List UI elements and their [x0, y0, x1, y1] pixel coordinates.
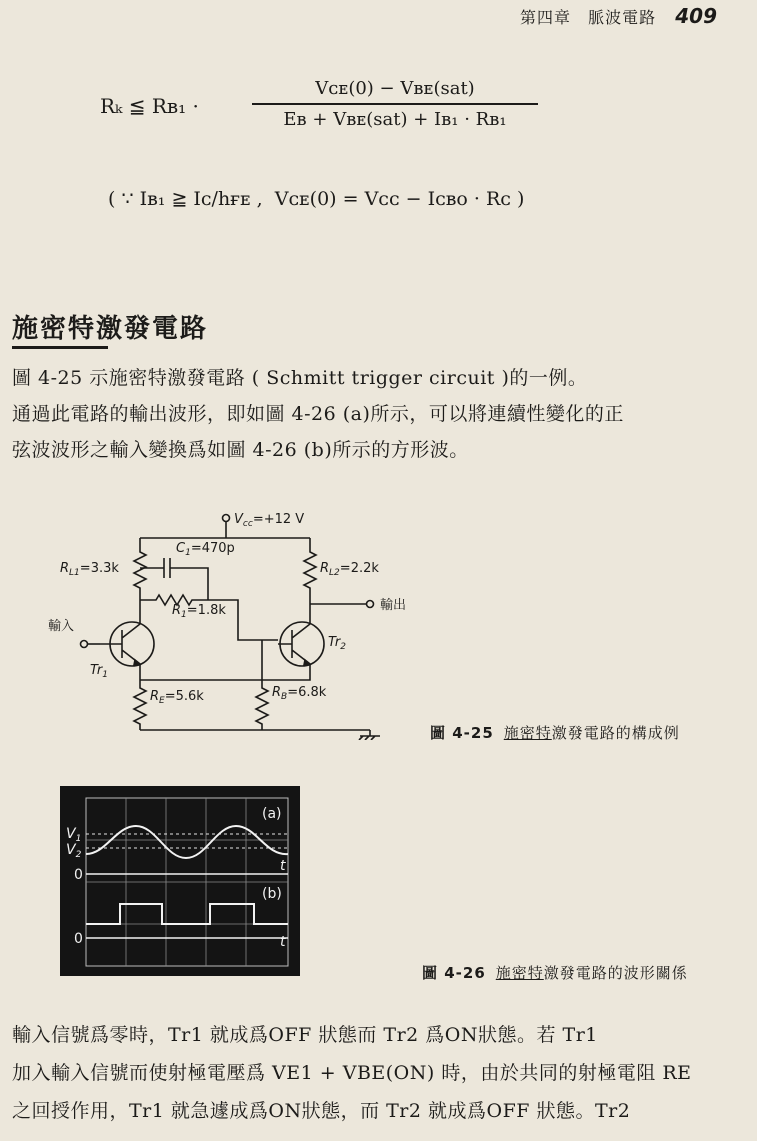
formula-denominator: Eʙ + Vʙᴇ(sat) + Iʙ₁ · Rʙ₁ [283, 109, 507, 130]
vcc-terminal [223, 515, 230, 522]
running-header [520, 4, 717, 28]
rl2-resistor [304, 538, 316, 604]
tr2-emitter-arrow [304, 660, 310, 665]
re-label: $R_E=5.6k$ [150, 689, 204, 706]
formula-lhs: Rₖ ≦ Rʙ₁ · [100, 94, 199, 118]
re-resistor [134, 680, 262, 730]
caption-underlined-text: 施密特 [503, 724, 552, 742]
caption-number: 圖 4-25 [430, 724, 494, 742]
figure-caption-4-25 [430, 722, 680, 743]
c1-capacitor [140, 558, 208, 600]
t-label-a: t [280, 858, 286, 874]
rl2-label: $R_{L2}=2.2k$ [320, 561, 379, 578]
schmitt-trigger-circuit [40, 500, 440, 740]
rl1-label: $R_{L1}=3.3k$ [60, 561, 119, 578]
paragraph-line: 之回授作用，Tr1 就急遽成爲ON狀態，而 Tr2 就成爲OFF 狀態。Tr2 [12, 1100, 631, 1122]
formula-fraction [252, 78, 538, 130]
waveform-photo [60, 786, 300, 976]
caption-underlined-text: 施密特 [495, 964, 544, 982]
output-label: 輸出 [380, 598, 407, 613]
tr2-label: $Tr_2$ [328, 635, 347, 652]
vcc-label: $V_{cc}=+12$ V [234, 512, 305, 529]
paragraph-line: 弦波波形之輸入變換爲如圖 4-26 (b)所示的方形波。 [12, 439, 469, 461]
input-label: 輸入 [48, 619, 75, 634]
fraction-bar [252, 103, 538, 105]
caption-number: 圖 4-26 [422, 964, 486, 982]
rb-label: $R_B=6.8k$ [272, 685, 327, 702]
tr1-leads [100, 600, 140, 680]
rb-resistor [140, 640, 370, 730]
zero-label-b: 0 [74, 931, 83, 947]
tr1-label: $Tr_1$ [90, 663, 109, 680]
section-title-underline [12, 346, 108, 349]
figure-caption-4-26 [422, 962, 688, 983]
formula-rk [100, 78, 540, 146]
input-terminal [81, 641, 88, 648]
page-number: 409 [675, 4, 717, 28]
paragraph-intro [12, 360, 752, 468]
output-terminal [367, 601, 374, 608]
formula-numerator: Vᴄᴇ(0) − Vʙᴇ(sat) [315, 78, 475, 99]
caption-text: 激發電路的波形關係 [543, 964, 688, 982]
formula-condition: ( ∵ Iʙ₁ ≧ Iᴄ∕hғᴇ , Vᴄᴇ(0) = Vᴄᴄ − Iᴄʙᴏ · Rᴄ ) [108, 188, 525, 210]
paragraph-line: 通過此電路的輸出波形，即如圖 4-26 (a)所示，可以將連續性變化的正 [12, 403, 624, 425]
paragraph-line: 圖 4-25 示施密特激發電路 ( Schmitt trigger circuit )的一例。 [12, 367, 588, 389]
ground-icon [359, 730, 380, 740]
t-label-b: t [280, 934, 286, 950]
paragraph-line: 輸入信號爲零時，Tr1 就成爲OFF 狀態而 Tr2 爲ON狀態。若 Tr1 [12, 1024, 598, 1046]
section-label: 脈波電路 [588, 8, 657, 27]
v2-label: $V_2$ [66, 842, 82, 860]
tr1-emitter-arrow [134, 660, 140, 665]
c1-label: $C_1=470p$ [176, 541, 235, 558]
paragraph-operation [12, 1016, 752, 1130]
paragraph-line: 加入輸入信號而使射極電壓爲 VE1 + VBE(ON) 時，由於共同的射極電阻 RE [12, 1062, 692, 1084]
caption-text: 激發電路的構成例 [551, 724, 680, 742]
section-title: 施密特激發電路 [12, 314, 209, 344]
v1-label: $V_1$ [66, 826, 82, 844]
tr2-leads [262, 604, 310, 680]
r1-label: $R_1=1.8k$ [172, 603, 226, 620]
chapter-label: 第四章 [520, 8, 572, 27]
label-b: (b) [262, 886, 282, 902]
zero-label-a: 0 [74, 867, 83, 883]
label-a: (a) [262, 806, 282, 822]
rl1-resistor [134, 538, 146, 600]
